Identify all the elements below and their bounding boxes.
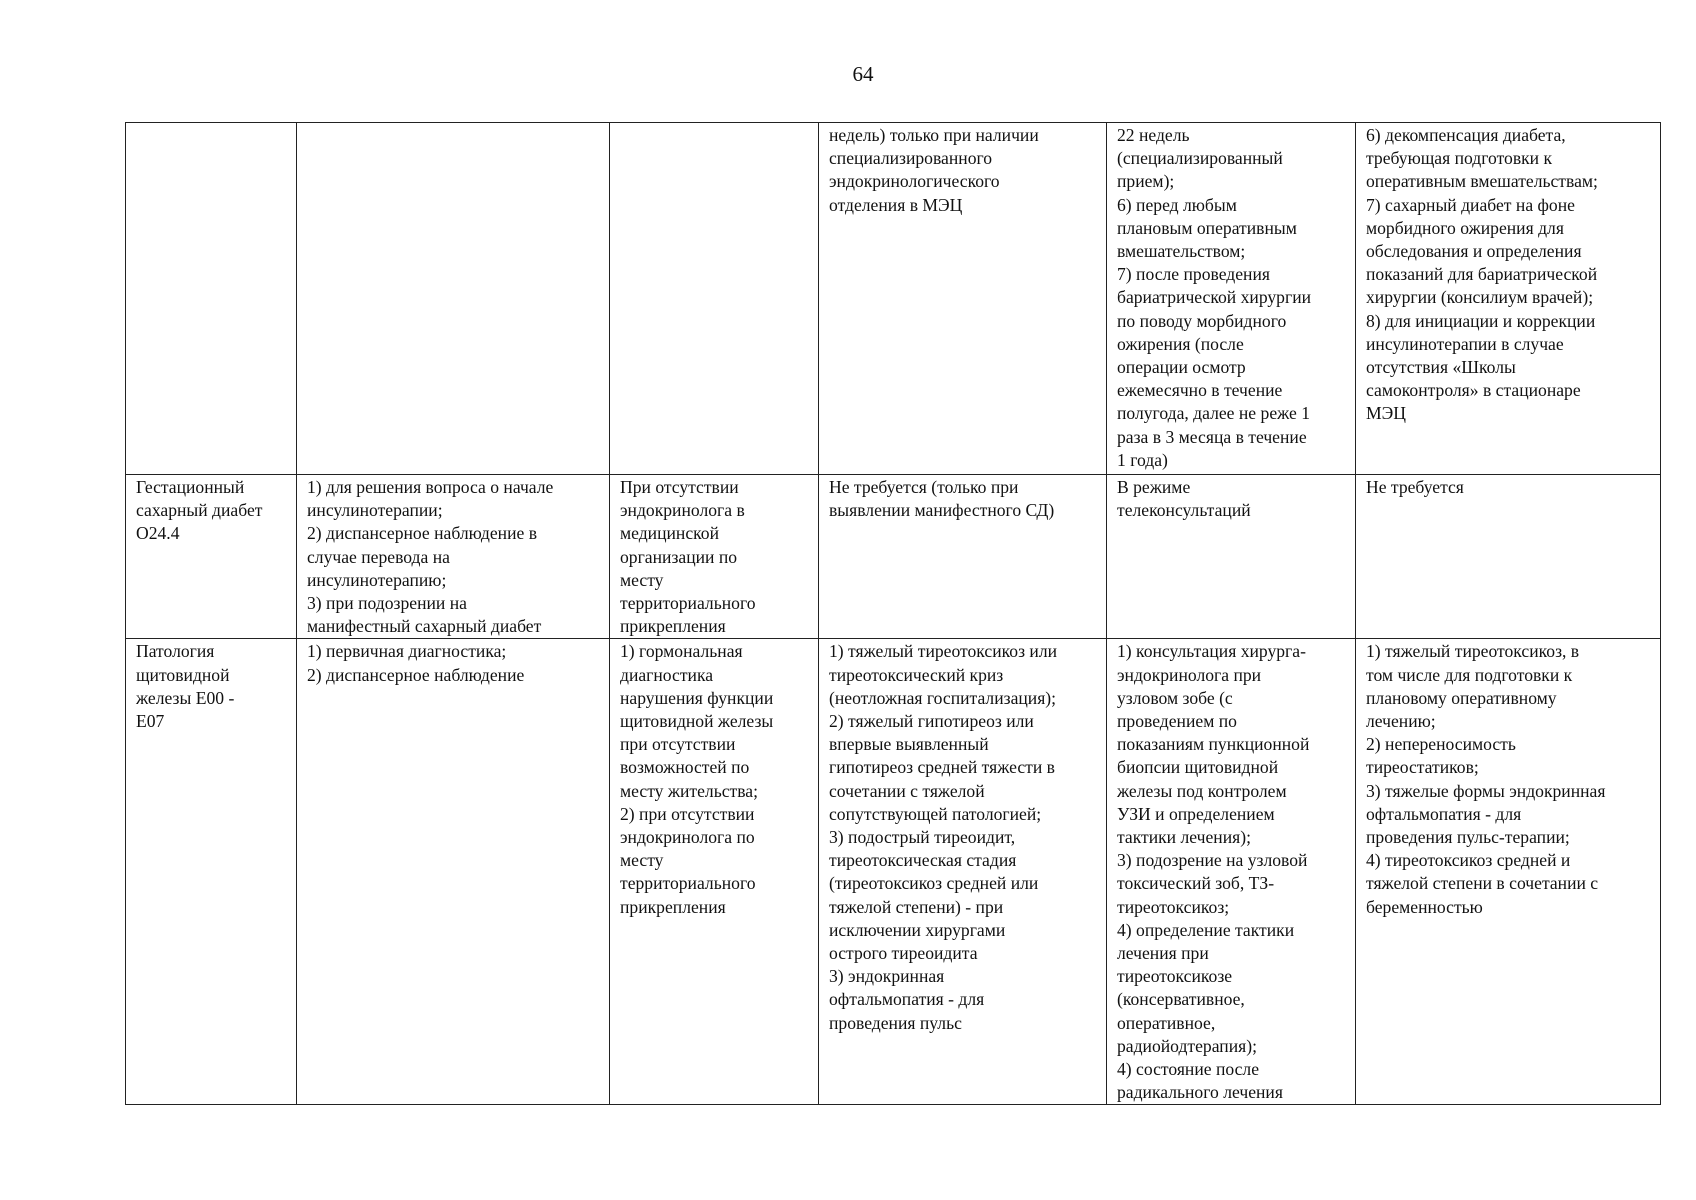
cell-text-line: месту жительства;: [620, 780, 758, 801]
table-row: [126, 123, 1661, 475]
cell-text-line: 8) для инициации и коррекции: [1366, 310, 1596, 331]
cell-text-line: гипотиреоз средней тяжести в: [829, 757, 1055, 778]
cell-text-line: тиреотоксическая стадия: [829, 850, 1017, 871]
cell-text-line: оперативное,: [1117, 1012, 1216, 1033]
diagnosis-cell: [126, 639, 297, 1105]
cell-text-line: 1) консультация хирурга-: [1117, 641, 1306, 662]
cell-text-line: эндокринологического: [829, 171, 1000, 192]
cell-text-line: ежемесячно в течение: [1117, 380, 1283, 401]
cell-text-line: лечению;: [1366, 711, 1436, 732]
federal-center-cell: [1356, 639, 1661, 1105]
cell-text-line: 6) перед любым: [1117, 194, 1237, 215]
cell-text-line: по поводу морбидного: [1117, 310, 1287, 331]
cell-text-line: инсулинотерапию;: [307, 569, 447, 590]
cell-text-line: 7) после проведения: [1117, 264, 1270, 285]
cell-text-line: 1 года): [1117, 449, 1168, 470]
cell-text-line: манифестный сахарный диабет: [307, 616, 542, 637]
diagnosis-cell: [126, 123, 297, 475]
cell-text-line: бариатрической хирургии: [1117, 287, 1312, 308]
cell-text-line: острого тиреоидита: [829, 943, 978, 964]
telemedicine-cell: [1107, 639, 1356, 1105]
federal-center-cell: [1356, 123, 1661, 475]
federal-center-cell: [1356, 475, 1661, 639]
cell-text-line: месту: [620, 850, 664, 871]
cell-text-line: месту: [620, 569, 664, 590]
cell-text-line: инсулинотерапии в случае: [1366, 333, 1564, 354]
cell-text-line: проведением по: [1117, 711, 1237, 732]
cell-text-line: сопутствующей патологией;: [829, 803, 1042, 824]
cell-text-line: тиреотоксический криз: [829, 664, 1004, 685]
page-number: 64: [852, 62, 874, 86]
cell-text-line: проведения пульс: [829, 1012, 962, 1033]
cell-text-line: тяжелой степени) - при: [829, 896, 1004, 917]
cell-text-line: 4) состояние после: [1117, 1059, 1260, 1080]
cell-text-line: 1) гормональная: [620, 641, 743, 662]
cell-text-line: (консервативное,: [1117, 989, 1245, 1010]
cell-text-line: морбидного ожирения для: [1366, 217, 1564, 238]
cell-text-line: территориального: [620, 593, 756, 614]
diagnosis-cell: [126, 475, 297, 639]
hospitalization-cell: [819, 123, 1107, 475]
cell-text-line: диагностика: [620, 664, 714, 685]
cell-text-line: выявлении манифестного СД): [829, 500, 1055, 521]
table-row: [126, 639, 1661, 1105]
cell-text-line: Гестационный: [136, 477, 245, 497]
cell-text-line: исключении хирургами: [829, 919, 1006, 940]
indications-cell: [297, 123, 610, 475]
cell-text-line: 1) первичная диагностика;: [307, 641, 507, 662]
cell-text-line: отделения в МЭЦ: [829, 194, 963, 215]
cell-text-line: беременностью: [1366, 896, 1483, 917]
cell-text-line: недель) только при наличии: [829, 125, 1039, 145]
indications-cell: [297, 639, 610, 1105]
cell-text-line: оперативным вмешательствам;: [1366, 171, 1598, 192]
cell-text-line: радикального лечения: [1117, 1082, 1283, 1103]
cell-text-line: при отсутствии: [620, 734, 736, 755]
cell-text-line: 3) подозрение на узловой: [1117, 850, 1308, 871]
cell-text-line: самоконтроля» в стационаре: [1366, 380, 1581, 401]
cell-text-line: В режиме: [1117, 477, 1191, 497]
cell-text-line: 3) тяжелые формы эндокринная: [1366, 780, 1606, 801]
cell-text-line: офтальмопатия - для: [829, 989, 985, 1010]
cell-text-line: тиреотоксикоз;: [1117, 896, 1230, 917]
cell-text-line: (специализированный: [1117, 148, 1283, 169]
cell-text-line: эндокринолога при: [1117, 664, 1262, 685]
cell-text-line: УЗИ и определением: [1117, 803, 1275, 824]
cell-text-line: требующая подготовки к: [1366, 148, 1553, 169]
cell-text-line: 2) диспансерное наблюдение в: [307, 523, 538, 544]
cell-text-line: O24.4: [136, 523, 180, 544]
telemedicine-cell: [1107, 123, 1356, 475]
cell-text-line: 6) декомпенсация диабета,: [1366, 125, 1566, 145]
cell-text-line: инсулинотерапии;: [307, 500, 443, 521]
cell-text-line: эндокринолога в: [620, 500, 745, 521]
table-row: [126, 475, 1661, 639]
cell-text-line: эндокринолога по: [620, 827, 755, 848]
cell-text-line: 1) для решения вопроса о начале: [307, 477, 554, 497]
cell-text-line: Не требуется (только при: [829, 477, 1019, 497]
cell-text-line: хирургии (консилиум врачей);: [1366, 287, 1594, 308]
cell-text-line: офтальмопатия - для: [1366, 803, 1522, 824]
cell-text-line: радиойодтерапия);: [1117, 1035, 1257, 1056]
cell-text-line: щитовидной: [136, 664, 230, 685]
cell-text-line: 3) при подозрении на: [307, 593, 467, 614]
table-body: [126, 123, 1661, 1105]
cell-text-line: впервые выявленный: [829, 734, 989, 755]
cell-text-line: тяжелой степени в сочетании с: [1366, 873, 1599, 894]
cell-text-line: плановому оперативному: [1366, 687, 1557, 708]
cell-text-line: железы под контролем: [1117, 780, 1287, 801]
cell-text-line: медицинской: [620, 523, 719, 544]
cell-text-line: телеконсультаций: [1117, 500, 1251, 521]
cell-text-line: При отсутствии: [620, 477, 739, 497]
cell-text-line: прием);: [1117, 171, 1175, 192]
cell-text-line: прикрепления: [620, 896, 726, 917]
cell-text-line: 3) эндокринная: [829, 966, 945, 987]
cell-text-line: железы E00 -: [136, 687, 235, 708]
cell-text-line: МЭЦ: [1366, 403, 1406, 424]
cell-text-line: показаниям пункционной: [1117, 734, 1310, 755]
cell-text-line: возможностей по: [620, 757, 750, 778]
cell-text-line: (тиреотоксикоз средней или: [829, 873, 1039, 894]
cell-text-line: лечения при: [1117, 943, 1209, 964]
cell-text-line: операции осмотр: [1117, 357, 1246, 378]
cell-text-line: территориального: [620, 873, 756, 894]
cell-text-line: E07: [136, 711, 165, 732]
recommendations-table: [125, 122, 1661, 1105]
cell-text-line: нарушения функции: [620, 687, 774, 708]
cell-text-line: 4) определение тактики: [1117, 919, 1295, 940]
cell-text-line: случае перевода на: [307, 546, 450, 567]
cell-text-line: показаний для бариатрической: [1366, 264, 1598, 285]
consultation-cell: [610, 639, 819, 1105]
cell-text-line: плановым оперативным: [1117, 217, 1297, 238]
cell-text-line: 2) непереносимость: [1366, 734, 1516, 755]
cell-text-line: токсический зоб, ТЗ-: [1117, 873, 1275, 894]
cell-text-line: Патология: [136, 641, 215, 662]
cell-text-line: вмешательством;: [1117, 241, 1246, 262]
cell-text-line: 7) сахарный диабет на фоне: [1366, 194, 1575, 215]
cell-text-line: 1) тяжелый тиреотоксикоз, в: [1366, 641, 1580, 662]
cell-text-line: 2) диспансерное наблюдение: [307, 664, 525, 685]
cell-text-line: тиреотоксикозе: [1117, 966, 1233, 987]
cell-text-line: том числе для подготовки к: [1366, 664, 1573, 685]
cell-text-line: специализированного: [829, 148, 993, 169]
cell-text-line: отсутствия «Школы: [1366, 357, 1516, 378]
indications-cell: [297, 475, 610, 639]
cell-text-line: тактики лечения);: [1117, 827, 1251, 848]
consultation-cell: [610, 123, 819, 475]
cell-text-line: 4) тиреотоксикоз средней и: [1366, 850, 1571, 871]
cell-text-line: проведения пульс-терапии;: [1366, 827, 1570, 848]
cell-text-line: сочетании с тяжелой: [829, 780, 985, 801]
cell-text-line: обследования и определения: [1366, 241, 1582, 262]
cell-text-line: биопсии щитовидной: [1117, 757, 1279, 778]
cell-text-line: сахарный диабет: [136, 500, 263, 521]
cell-text-line: организации по: [620, 546, 738, 567]
cell-text-line: 3) подострый тиреоидит,: [829, 827, 1016, 848]
telemedicine-cell: [1107, 475, 1356, 639]
hospitalization-cell: [819, 475, 1107, 639]
consultation-cell: [610, 475, 819, 639]
cell-text-line: полугода, далее не реже 1: [1117, 403, 1311, 424]
cell-text-line: 22 недель: [1117, 125, 1190, 145]
cell-text-line: щитовидной железы: [620, 711, 774, 732]
cell-text-line: 1) тяжелый тиреотоксикоз или: [829, 641, 1058, 662]
cell-text-line: прикрепления: [620, 616, 726, 637]
cell-text-line: (неотложная госпитализация);: [829, 687, 1057, 708]
cell-text-line: ожирения (после: [1117, 333, 1244, 354]
cell-text-line: 2) тяжелый гипотиреоз или: [829, 711, 1034, 732]
cell-text-line: Не требуется: [1366, 477, 1464, 497]
cell-text-line: 2) при отсутствии: [620, 803, 755, 824]
cell-text-line: узловом зобе (с: [1117, 687, 1233, 708]
hospitalization-cell: [819, 639, 1107, 1105]
cell-text-line: раза в 3 месяца в течение: [1117, 426, 1307, 447]
cell-text-line: тиреостатиков;: [1366, 757, 1479, 778]
